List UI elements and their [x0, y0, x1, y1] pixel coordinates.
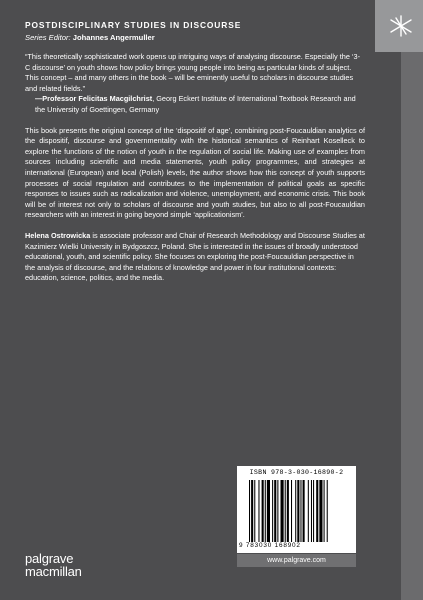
- attribution-name: —Professor Felicitas Macgilchrist: [35, 94, 153, 104]
- publisher-corner: [375, 0, 423, 52]
- book-description: This book presents the original concept of the ‘dispositif of age’, combining post-Foucauldian analytics of the dispositif, discourse and governmentality with the historical semantics of Reinhart Koselleck to explore the functions of the notion of youth in the regulation of social life. Making use of examples from sources including scientific and media statements, youth policy programmes, and strategies at international (European) and local (Polish) levels, the author shows how this concept of youth supports processes of social regulation and contributes to the implementation of political goals as specific responses to issues such as radicalization and violence, unemployment, and economic crisis. This book will be of interest not only to scholars of discourse and youth studies, but also to all post-Foucauldian researchers with an interest in going beyond simple ‘applicationism’.: [25, 125, 365, 220]
- spine-strip: [401, 0, 423, 600]
- series-title: POSTDISCIPLINARY STUDIES IN DISCOURSE: [25, 20, 242, 30]
- isbn-text: ISBN 978-3-030-16890-2: [249, 469, 344, 476]
- series-editor: [25, 32, 355, 43]
- endorsement-quote: [25, 52, 365, 116]
- publisher-logo-line1: palgrave: [25, 551, 74, 566]
- author-bio: [25, 231, 365, 284]
- series-editor-name: Johannes Angermuller: [72, 33, 155, 42]
- quote-text: “This theoretically sophisticated work opens up intriguing ways of analysing discourse. Especially the ‘3-C discourse’ on youth shows how policy brings young people into being as particular kinds of subject. This concept – and many others in the book – will be eminently useful to scholars in discourse studies and related fields.”: [25, 52, 361, 93]
- quote-attribution: [35, 94, 365, 115]
- publisher-url[interactable]: www.palgrave.com: [237, 554, 356, 567]
- back-cover-text: [25, 52, 365, 291]
- author-name: Helena Ostrowicka: [25, 230, 91, 240]
- barcode-digits: 9 783030 168902: [239, 542, 301, 549]
- barcode-box: [237, 466, 356, 553]
- attribution-affiliation: , Georg Eckert Institute of International Textbook Research and the University of Goettingen, Germany: [35, 94, 356, 114]
- publisher-logo-line2: macmillan: [25, 564, 82, 579]
- palgrave-star-icon: [387, 14, 415, 38]
- barcode-icon: [249, 480, 351, 542]
- author-bio-text: is associate professor and Chair of Research Methodology and Discourse Studies at Kazimierz Wielki University in Bydgoszcz, Poland. She is interested in the issues of broadly understood educational, youth, and scientific policy. She focuses on exploring the post-Foucauldian perspective in the analysis of discourse, and the relations of knowledge and power in four institutional contexts: education, science, politics, and the media.: [25, 230, 365, 283]
- series-header: [25, 20, 355, 43]
- publisher-logo: [25, 552, 82, 578]
- series-editor-label: Series Editor:: [25, 33, 71, 42]
